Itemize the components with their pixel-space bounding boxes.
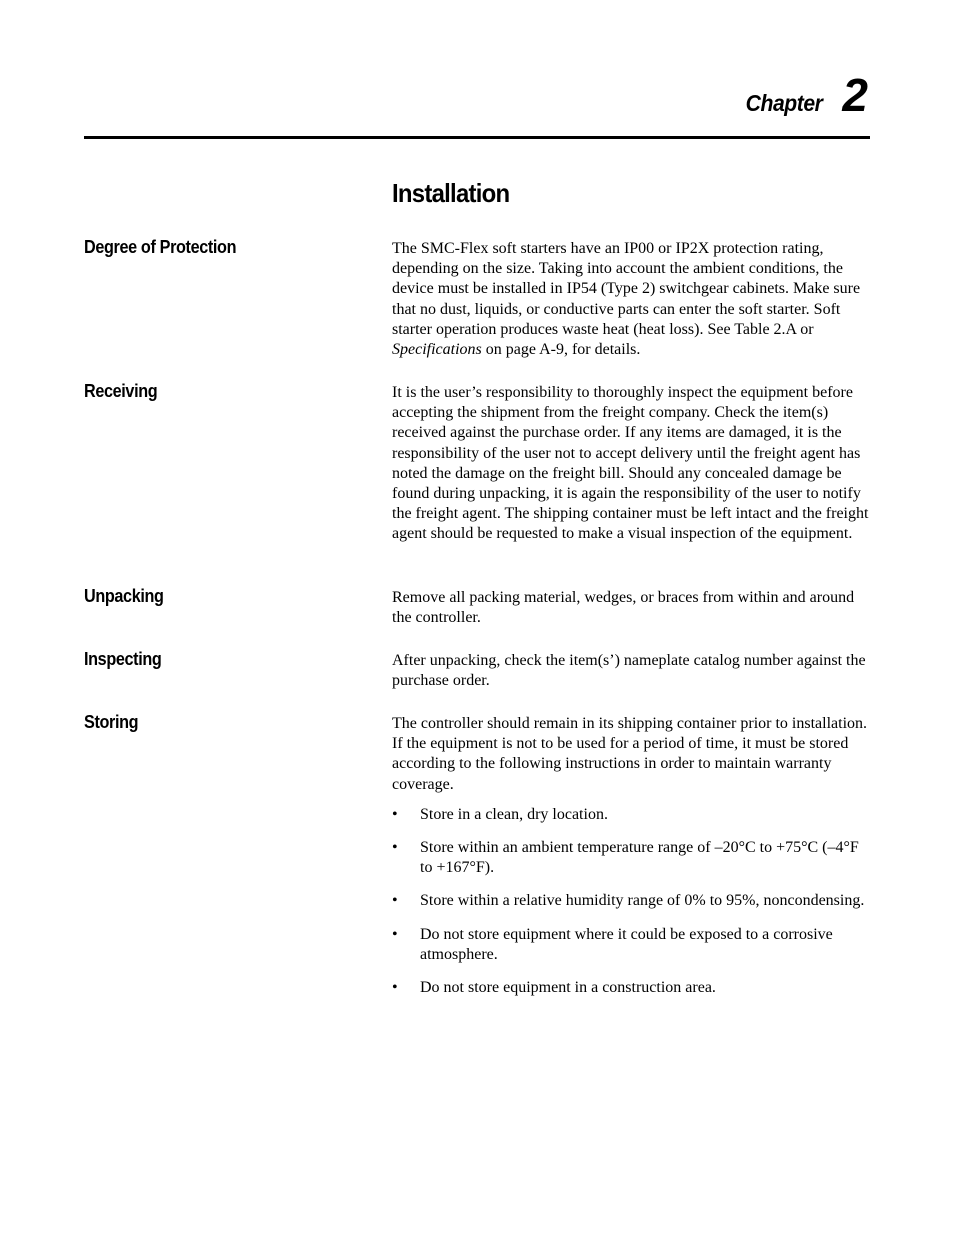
list-item — [392, 978, 870, 998]
list-item — [392, 925, 870, 965]
paragraph — [392, 239, 870, 360]
list-item — [392, 891, 870, 911]
list-item-text: Do not store equipment where it could be exposed to a corrosive atmosphere. — [420, 925, 833, 963]
section-heading: Storing — [84, 712, 139, 732]
paragraph-text: The SMC-Flex soft starters have an IP00 or IP2X protection rating, depending on the size. Taking into account the ambient conditions, the device must be installed in IP54 (Type 2) switchgear cabinets. Make sure that no dust, liquids, or conductive parts can enter the soft starter. Soft starter operation produces waste heat (heat loss). See Table 2.A or — [392, 240, 861, 338]
page-title: Installation — [392, 178, 510, 208]
bullet-icon: • — [392, 805, 398, 823]
section-heading: Inspecting — [84, 649, 162, 669]
chapter-divider — [84, 136, 870, 139]
bullet-icon: • — [392, 925, 398, 943]
bullet-icon: • — [392, 839, 398, 857]
list-item-text: Store in a clean, dry location. — [420, 805, 608, 823]
storage-instructions-list — [392, 805, 870, 998]
section-body — [392, 588, 870, 628]
paragraph: After unpacking, check the item(s’) nameplate catalog number against the purchase order. — [392, 652, 866, 690]
section-body — [392, 383, 870, 545]
paragraph-text: on page A-9, for details. — [481, 341, 641, 359]
chapter-label: Chapter — [745, 90, 823, 116]
section-heading: Degree of Protection — [84, 237, 237, 257]
specifications-reference: Specifications — [392, 341, 482, 359]
section-body — [392, 651, 870, 691]
bullet-icon: • — [392, 892, 398, 910]
list-item-text: Do not store equipment in a construction area. — [420, 979, 716, 997]
paragraph: Remove all packing material, wedges, or braces from within and around the controller. — [392, 589, 855, 627]
section-heading: Unpacking — [84, 586, 164, 606]
list-item-text: Store within a relative humidity range of 0% to 95%, noncondensing. — [420, 892, 865, 910]
list-item — [392, 805, 870, 825]
section-heading: Receiving — [84, 381, 158, 401]
list-item-text: Store within an ambient temperature range of –20°C to +75°C (–4°F to +167°F). — [420, 839, 859, 877]
list-item — [392, 838, 870, 878]
chapter-header — [739, 69, 868, 121]
section-body — [392, 714, 870, 998]
paragraph: The controller should remain in its shipping container prior to installation. If the equipment is not to be used for a period of time, it must be stored according to the following instructions in order to maintain warranty coverage. — [392, 715, 868, 793]
chapter-number: 2 — [842, 69, 868, 121]
paragraph: It is the user’s responsibility to thoroughly inspect the equipment before accepting the shipment from the freight company. Check the item(s) received against the purchase order. If any items are damaged, it is the responsibility of the user not to accept delivery until the freight agent has noted the damage on the freight bill. Should any concealed damage be found during unpacking, it is again the responsibility of the user to notify the freight agent. The shipping container must be left intact and the freight agent should be requested to make a visual inspection of the equipment. — [392, 384, 869, 543]
section-body — [392, 239, 870, 360]
bullet-icon: • — [392, 979, 398, 997]
